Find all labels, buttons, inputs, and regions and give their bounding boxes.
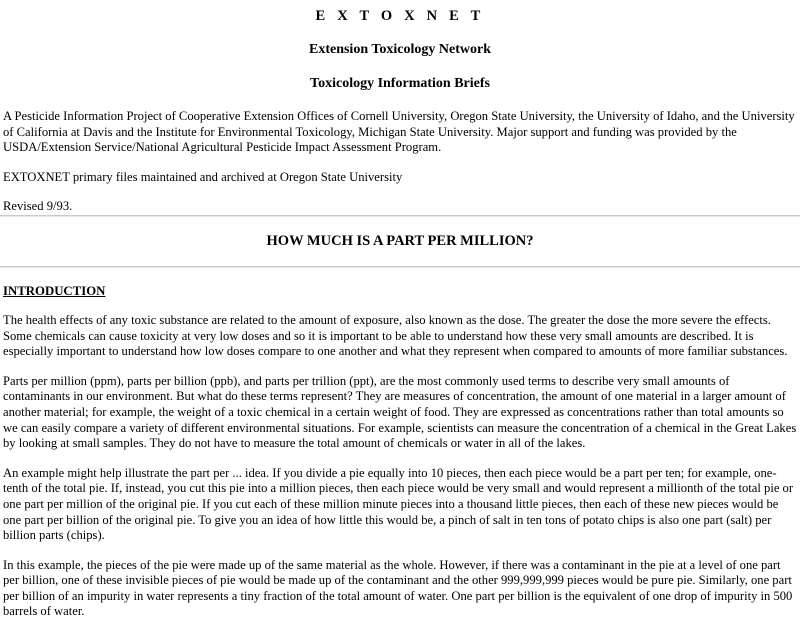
section-heading-introduction: INTRODUCTION xyxy=(3,283,106,298)
divider-above-title xyxy=(0,215,800,217)
introduction-paragraph-4: In this example, the pieces of the pie were made up of the same material as the whole. However, if there was a contaminant in the pie at a level of one part per billion, one of these invisible pieces of pie would be made up of the contaminant and the other 999,999,999 pieces would be pure pie. Similarly, one part per billion of an impurity in water represents a tiny fraction of the total amount of water. One part per billion is the equivalent of one drop of impurity in 500 barrels of water. xyxy=(3,557,793,619)
introduction-paragraph-1: The health effects of any toxic substance are related to the amount of exposure, also known as the dose. The greater the dose the more severe the effects. Some chemicals can cause toxicity at very low doses and so it is important to be able to understand how these very small amounts are described. It is especially important to understand how low doses compare to one another and what they represent when compared to amounts of more familiar substances. xyxy=(3,312,788,359)
revision-date: Revised 9/93. xyxy=(3,199,73,214)
network-acronym-heading: E X T O X N E T xyxy=(315,8,485,24)
introduction-paragraph-3: An example might help illustrate the part per ... idea. If you divide a pie equally into 10 pieces, then each piece would be a part per ten; for example, one-tenth of the total pie. If, instead, you cut this pie into a million pieces, then each piece would be very small and would represent a millionth of the total pie or one part per million of the original pie. If you cut each of these million minute pieces into a thousand little pieces, then each of these new pieces would be one part per billion of the original pie. To give you an idea of how little this would be, a pinch of salt in ten tons of potato chips is also one part (salt) per billion parts (chips). xyxy=(3,465,794,543)
page-title: HOW MUCH IS A PART PER MILLION? xyxy=(266,232,534,249)
project-credit-paragraph: A Pesticide Information Project of Cooperative Extension Offices of Cornell University, Oregon State University, the University of Idaho, and the University of California at Davis and the Institute for Environmental Toxicology, Michigan State University. Major support and funding was provided by the USDA/Extension Service/National Agricultural Pesticide Impact Assessment Program. xyxy=(3,109,795,155)
introduction-paragraph-2: Parts per million (ppm), parts per billion (ppb), and parts per trillion (ppt), are the most commonly used terms to describe very small amounts of contaminants in our environment. But what do these terms represent? They are measures of concentration, the amount of one material in a larger amount of another material; for example, the weight of a toxic chemical in a certain weight of food. They are expressed as concentrations rather than total amounts so we can easily compare a variety of different environmental situations. For example, scientists can measure the concentration of a chemical in the Great Lakes by looking at small samples. They do not have to measure the total amount of chemicals or water in all of the lakes. xyxy=(3,373,797,451)
archive-note-paragraph: EXTOXNET primary files maintained and archived at Oregon State University xyxy=(3,169,403,184)
series-name-heading: Toxicology Information Briefs xyxy=(310,76,490,91)
network-name-heading: Extension Toxicology Network xyxy=(308,42,491,57)
divider-below-title xyxy=(0,266,800,268)
